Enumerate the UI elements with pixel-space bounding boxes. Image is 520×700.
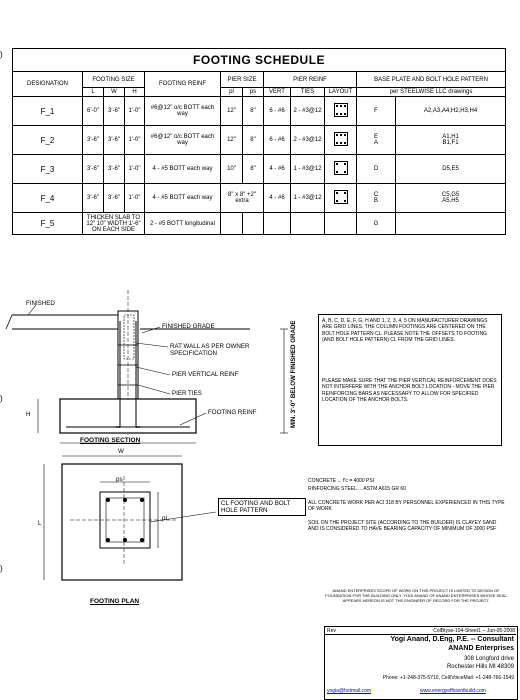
header-ps: ps [243,88,264,97]
header-h: H [125,88,145,97]
leader-rat-wall [136,343,168,347]
cell-footing-reinf: 4 - #5 BOTT each way [145,155,221,184]
bar-dot [123,498,127,502]
footing-outline [60,399,196,433]
header-ties: TIES [291,88,325,97]
header-designation: DESIGNATION [13,72,83,97]
cell-pier-size: 8" x 8" +2" extra [221,184,264,213]
cell-designation: F_1 [13,97,83,126]
cell-pl: 12" [221,126,243,155]
note-reinforcement: PLEASE MAKE SURE THAT THE PIER VERTICAL REINFORCEMENT DOES NOT INTERFERE WITH THE ANCHOR BOLT LOCATION - MOVE THE PIER REINFORCING BARS AS NECESSARY TO ALLOW FOR SPECIFIED LOCATION OF THE ANCHOR BOLTS. [322,378,497,404]
title-block-divider [324,634,516,635]
label-pier-vertical: PIER VERTICAL REINF [172,371,239,378]
cell-ties: 2 - #3@12 [291,97,325,126]
note-work: ALL CONCRETE WORK PER ACI 318 BY PERSONNEL EXPERIENCED IN THIS TYPE OF WORK [308,500,505,513]
leader-pier-ties [138,385,170,394]
header-per-steelwise: per STEELWISE LLC drawings [357,88,506,97]
bar-dot [123,538,127,542]
cell-layout [325,97,357,126]
title-rev: Rev [327,628,336,634]
cell-footing-reinf: 2 - #5 BOTT longitudinal [145,213,221,235]
plan-label-l: L [38,520,42,527]
title-email-link[interactable]: yogia@hotmail.com [327,688,371,694]
cell-pl: 12" [221,97,243,126]
cell-vert: 6 - #6 [264,97,291,126]
footing-plan-caption: FOOTING PLAN [90,598,140,605]
header-layout: LAYOUT [325,88,357,97]
cell-layout [325,155,357,184]
note-soil: SOIL ON THE PROJECT SITE (ACCORDING TO THE BUILDER) IS CLAYEY SAND AND IS CONSIDERED TO HAVE BEARING CAPACITY OF MINIMUM OF 3000 PSF [308,520,497,533]
cell-h: 1'-0" [125,184,145,213]
table-row [13,155,506,184]
cell-plate-code: C B [357,184,396,213]
slab-break-line [6,315,12,329]
header-pl: pl [221,88,243,97]
cell-layout [325,126,357,155]
footing-plan-drawing [0,446,320,596]
cell-designation: F_2 [13,126,83,155]
note-steel: RINFORCING STEEL ... ASTM A615 GR 60 [308,486,406,492]
cell-footing-reinf: 4 - #5 BOTT each way [145,184,221,213]
header-footing-reinf: FOOTING REINF [145,72,221,97]
title-website-link[interactable]: www.energyefficientbuild.com [420,688,486,694]
cell-designation: F_5 [13,213,83,235]
footing-section-drawing [0,285,320,450]
cell-designation: F_3 [13,155,83,184]
cell-pl [221,213,243,235]
cell-plate-code: F [357,97,396,126]
cell-ties: 2 - #3@12 [291,126,325,155]
cell-ps: 8" [243,126,264,155]
cell-l: 3'-6" [83,126,104,155]
cell-bolt-pattern: A2,A3,A4,H2,H3,H4 [396,97,506,126]
margin-mark: ) [0,394,3,403]
schedule-body [13,97,506,235]
bar-dot [140,538,144,542]
header-pier-size: PIER SIZE [221,72,264,88]
bar-dot [106,498,110,502]
cell-bolt-pattern [396,213,506,235]
margin-mark: ) [0,50,3,59]
cell-plate-code: D [357,155,396,184]
cell-h: 1'-0" [125,126,145,155]
cell-ps [243,213,264,235]
title-name: Yogi Anand, D.Eng, P.E. -- Consultant [390,636,514,643]
table-row [13,97,506,126]
rebar-layout-icon [334,190,348,204]
plan-label-w: W [118,448,124,455]
plan-cl-label: CL FOOTING AND BOLT HOLE PATTERN [218,498,306,516]
cell-vert: 4 - #6 [264,155,291,184]
cell-l: 3'-6" [83,155,104,184]
title-address1: 308 Longford drive [463,656,514,662]
label-rat-wall: RAT WALL AS PER OWNER SPECIFICATION [170,343,250,357]
cell-plate-code: E A [357,126,396,155]
footing-schedule-table [12,48,506,235]
table-row [13,213,506,235]
bar-dot [140,498,144,502]
cell-bolt-pattern: D5,E5 [396,155,506,184]
leader-pier-vertical [136,367,170,375]
plan-label-ps: ps [116,476,123,483]
bar-dot [106,538,110,542]
cell-footing-reinf: #6@12" o/c BOTT each way [145,126,221,155]
cell-pl: 10" [221,155,243,184]
margin-mark: ) [0,564,3,573]
rat-wall [124,315,134,359]
cell-ties: 1 - #3@12 [291,184,325,213]
cell-layout [325,213,357,235]
cell-l: 3'-6" [83,184,104,213]
cell-ps: 8" [243,155,264,184]
label-pier-ties: PIER TIES [172,390,202,397]
cell-bolt-pattern: C5,G5 A5,H5 [396,184,506,213]
cell-h: 1'-0" [125,155,145,184]
schedule-title: FOOTING SCHEDULE [13,49,506,72]
cell-ties: 1 - #3@12 [291,155,325,184]
table-row [13,126,506,155]
header-pier-reinf: PIER REINF [264,72,357,88]
cell-vert: 4 - #6 [264,184,291,213]
cell-ties [291,213,325,235]
cell-designation: F_4 [13,184,83,213]
note-grid-lines: A, B, C, D, E, F, G, H AND 1, 2, 3, 4, 5 ON MANUFACTURER DRAWINGS ARE GRID LINES. THE COLUMN FOOTINGS ARE CENTERED ON THE BOLT HOLE PATTERN CL. PLEASE NOTE THE OFFSETS TO FOOTING (AND BOLT HOLE PATTERN) CL FROM THE GRID LINES. [322,318,488,344]
title-address2: Rochester Hills MI 48309 [446,664,514,670]
header-l: L [83,88,104,97]
header-vert: VERT [264,88,291,97]
label-h: H [26,411,31,418]
cell-footing-size: THICKEN SLAB TO 12" 10" WIDTH 1'-6" ON EACH SIDE [83,213,145,235]
title-file: ColBtyse-104-Sheet1 -- Jun-05-2008 [433,628,515,634]
rebar-layout-icon [334,103,348,117]
cell-vert: 6 - #6 [264,126,291,155]
footing-section-caption: FOOTING SECTION [80,437,141,444]
cell-plate-code: G [357,213,396,235]
note-scope: ANAND ENTERPRISES SCOPE OF WORK ON THIS PROJECT IS LIMITED TO DESIGN OF FOUNDATION FOR THE BUILDING ONLY. YOGI ANAND OF ANAND ENTERPRISES WHOSE SEAL APPEARS HEREON IS NOT THE ENGINEER OF RECORD FOR THE PROJECT. [325,588,507,603]
title-phone: Phone: +1-248-375-5710, Cell/VoiceMail: +1-248-766-1549 [382,675,514,681]
cell-h: 1'-0" [125,97,145,126]
cell-w: 3'-6" [104,126,125,155]
cell-w: 3'-6" [104,97,125,126]
cell-bolt-pattern: A1,H1 B1,F1 [396,126,506,155]
cell-vert [264,213,291,235]
note-concrete: CONCRETE ... f'c = 4000 PSI [308,478,375,484]
rebar-layout-icon [334,161,348,175]
title-company: ANAND Enterprises [448,645,514,652]
label-min-below-grade: MIN. 3'-0" BELOW FINISHED GRADE [290,320,297,428]
header-w: W [104,88,125,97]
header-footing-size: FOOTING SIZE [83,72,145,88]
cell-ps: 8" [243,97,264,126]
cell-w: 3'-6" [104,155,125,184]
cell-w: 3'-6" [104,184,125,213]
label-finished: FINISHED [26,300,55,307]
cell-footing-reinf: #6@12" o/c BOTT each way [145,97,221,126]
cell-l: 6'-0" [83,97,104,126]
rebar-layout-icon [334,132,348,146]
plan-label-pl: pl [162,515,167,522]
leader-finished-grade [142,327,160,333]
label-finished-grade: FINISHED GRADE [162,323,215,330]
header-base-plate: BASE PLATE AND BOLT HOLE PATTERN [357,72,506,88]
label-footing-reinf: FOOTING REINF [208,409,257,416]
table-row [13,184,506,213]
cell-layout [325,184,357,213]
